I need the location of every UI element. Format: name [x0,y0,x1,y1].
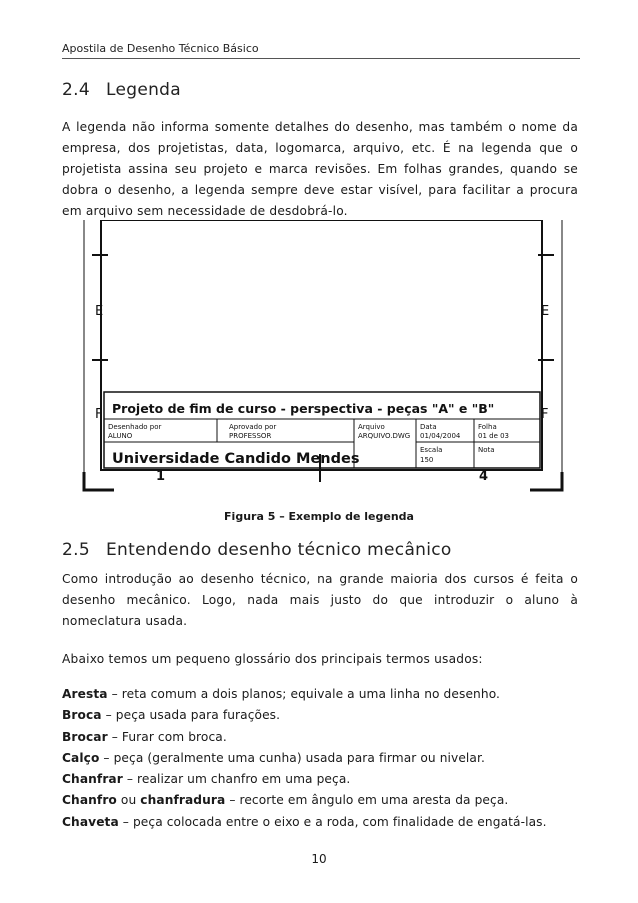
page-header: Apostila de Desenho Técnico Básico [62,42,580,59]
drawn-by-label: Desenhado por [108,423,162,431]
glossary-item [62,812,582,833]
glossary-item [62,790,582,811]
section-number: 2.5 [62,540,90,560]
zone-label-f-right: F [541,407,549,422]
page-number: 10 [311,852,327,866]
corner-mark-right [530,472,562,490]
drawing-area-border [101,220,542,470]
zone-label-f-left: F [95,407,103,422]
glossary-term: Calço [62,750,100,765]
glossary-term: Chaveta [62,814,119,829]
glossary-item [62,748,582,769]
grade-label: Nota [478,446,495,454]
date-label: Data [420,423,437,431]
glossary-term: Brocar [62,729,108,744]
file-value: ARQUIVO.DWG [358,432,411,440]
scale-value: 150 [420,456,434,464]
glossary-definition: – peça colocada entre o eixo e a roda, com finalidade de engatá-las. [118,814,547,829]
zone-label-e-left: E [95,304,104,319]
glossary-definition: – recorte em ângulo em uma aresta da peça. [225,793,509,808]
corner-mark-left [84,472,114,490]
approved-by-value: PROFESSOR [229,432,272,440]
section-number: 2.4 [62,80,90,100]
drawn-by-value: ALUNO [108,432,133,440]
glossary-list [62,684,582,833]
sheet-value: 01 de 03 [478,432,510,440]
legend-drawing [74,220,570,496]
figure-caption: Figura 5 – Exemplo de legenda [224,510,414,523]
section-heading-mecanico [62,540,452,560]
zone-label-1: 1 [156,469,166,484]
glossary-item [62,769,582,790]
zone-label-4: 4 [479,469,489,484]
glossary-item [62,684,582,705]
section-heading-legenda [62,80,181,100]
institution-name: Universidade Candido Mendes [112,451,360,467]
legenda-paragraph: A legenda não informa somente detalhes do desenho, mas também o nome da empresa, dos projetistas, data, logomarca, arquivo, etc. É na legenda que o projetista assina seu projeto e marca revisões. Em folhas grandes, quando se dobra o desenho, a legenda sempre deve estar visível, para facilitar a procura em arquivo sem necessidade de desdobrá-lo. [62,120,578,218]
glossary-connector: ou [116,793,141,808]
glossary-definition: – reta comum a dois planos; equivale a uma linha no desenho. [107,687,501,701]
glossary-term: Aresta [62,687,108,701]
glossary-intro: Abaixo temos um pequeno glossário dos principais termos usados: [62,652,483,666]
glossary-definition: – peça usada para furações. [101,708,281,723]
glossary-definition: – peça (geralmente uma cunha) usada para firmar ou nivelar. [99,750,485,765]
glossary-term: Chanfrar [62,772,123,787]
zone-label-e-right: E [541,304,550,319]
scale-label: Escala [420,446,443,454]
glossary-item [62,705,582,726]
glossary-term: Broca [62,708,102,723]
file-label: Arquivo [358,423,385,431]
glossary-item [62,727,582,748]
section-title: Legenda [106,80,181,100]
section-title: Entendendo desenho técnico mecânico [106,540,452,560]
approved-by-label: Aprovado por [229,423,277,431]
glossary-definition: – realizar um chanfro em uma peça. [122,772,351,787]
title-block-title: Projeto de fim de curso - perspectiva - peças "A" e "B" [112,401,495,416]
mecanico-paragraph: Como introdução ao desenho técnico, na grande maioria dos cursos é feita o desenho mecânico. Logo, nada mais justo do que introduzir o aluno à nomeclatura usada. [62,572,578,628]
date-value: 01/04/2004 [420,432,461,440]
glossary-definition: – Furar com broca. [107,729,227,744]
glossary-term: Chanfro [62,793,117,808]
glossary-term: chanfradura [140,793,226,808]
sheet-label: Folha [478,423,497,431]
